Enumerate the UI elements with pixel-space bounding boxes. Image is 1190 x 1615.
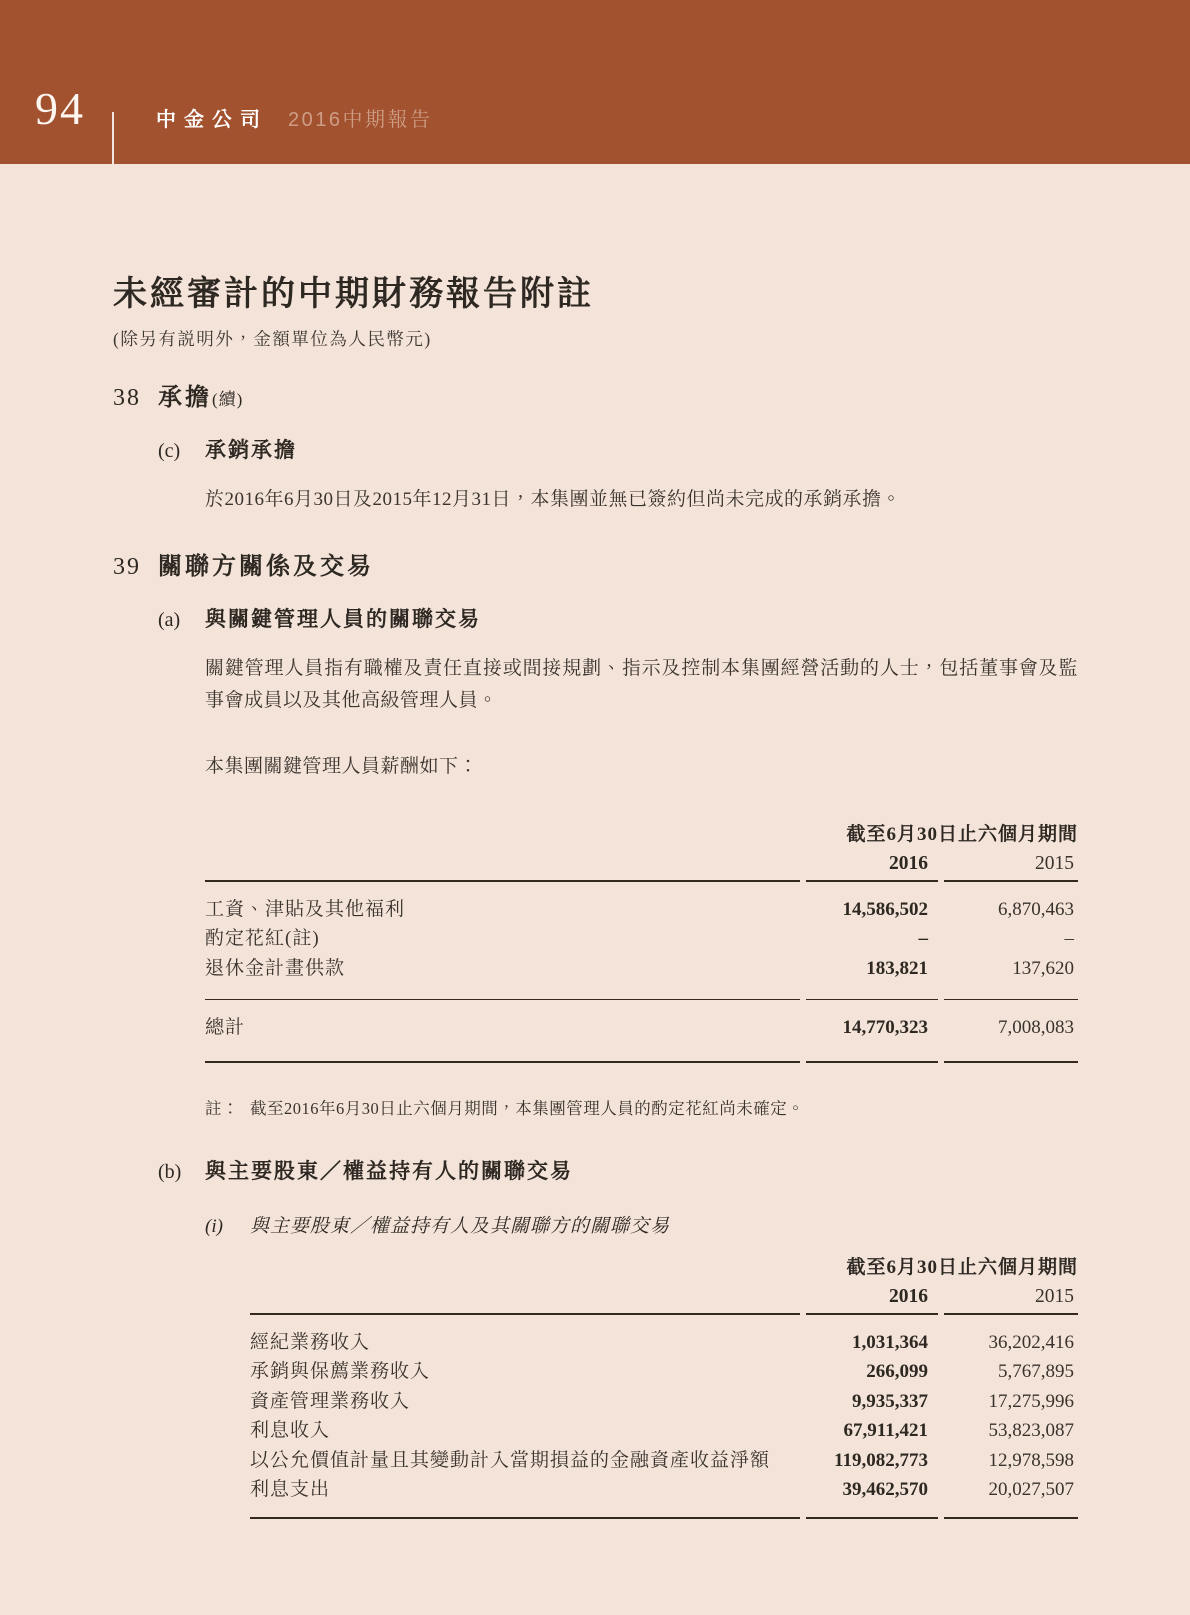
row-label: 利息收入 — [250, 1420, 331, 1441]
section-title: 關聯方關係及交易 — [158, 553, 374, 580]
table-row — [205, 895, 1078, 925]
value-2015: – — [1064, 928, 1074, 949]
table-rule — [250, 1313, 1078, 1315]
value-2016: 14,586,502 — [842, 898, 928, 920]
item-title: 承銷承擔 — [205, 437, 297, 462]
section-continued-label: (續) — [212, 389, 244, 409]
item-marker: (c) — [158, 439, 181, 462]
item-i-heading — [205, 1211, 1078, 1238]
table-rule — [205, 880, 1078, 882]
table-row — [250, 1416, 1078, 1446]
table-row — [250, 1357, 1078, 1387]
paragraph: 本集團關鍵管理人員薪酬如下： — [205, 755, 479, 777]
row-label: 利息支出 — [250, 1479, 331, 1500]
value-2016: 67,911,421 — [843, 1420, 928, 1441]
column-header-2016: 2016 — [889, 1285, 928, 1307]
item-a — [158, 603, 1078, 1119]
value-2015: 137,620 — [1012, 957, 1074, 979]
row-label: 以公允價值計量且其變動計入當期損益的金融資產收益淨額 — [250, 1449, 771, 1471]
item-c — [158, 434, 1078, 516]
value-2015: 36,202,416 — [988, 1331, 1074, 1353]
section-number: 38 — [113, 384, 141, 411]
value-2016: 1,031,364 — [852, 1331, 928, 1353]
item-a-content — [205, 653, 1078, 1119]
column-header-2015: 2015 — [1035, 852, 1074, 874]
table-total-row — [205, 1000, 1078, 1056]
row-label: 經紀業務收入 — [250, 1331, 371, 1353]
company-name: 中金公司 — [156, 109, 268, 131]
table-rule — [250, 1517, 1078, 1519]
value-2015: 5,767,895 — [998, 1361, 1074, 1382]
value-2015: 20,027,507 — [988, 1479, 1074, 1500]
total-value-2016: 14,770,323 — [842, 1017, 928, 1038]
table-row — [205, 924, 1078, 954]
value-2015: 53,823,087 — [988, 1420, 1074, 1441]
note-text: 截至2016年6月30日止六個月期間，本集團管理人員的酌定花紅尚未確定。 — [250, 1098, 805, 1118]
value-2015: 12,978,598 — [988, 1449, 1074, 1471]
report-title: 2016中期報告 — [288, 109, 433, 131]
total-label: 總計 — [205, 1017, 246, 1038]
item-b-heading — [158, 1155, 1078, 1185]
shareholder-transactions-table — [250, 1252, 1078, 1519]
table-row — [205, 954, 1078, 984]
value-2015: 6,870,463 — [998, 898, 1074, 920]
item-i-content — [250, 1252, 1078, 1519]
row-label: 退休金計畫供款 — [205, 957, 346, 979]
page-title: 未經審計的中期財務報告附註 — [113, 276, 594, 313]
table-row — [250, 1387, 1078, 1417]
spacer — [205, 853, 806, 875]
table-rule — [205, 1061, 1078, 1063]
item-a-heading — [158, 603, 1078, 633]
value-2016: 183,821 — [866, 957, 928, 979]
table-row — [250, 1446, 1078, 1476]
table-rule — [205, 999, 1078, 1000]
column-header-2015: 2015 — [1035, 1285, 1074, 1307]
document-body — [0, 274, 1190, 1519]
section-title — [158, 377, 243, 412]
table-period-header: 截至6月30日止六個月期間 — [846, 823, 1078, 845]
section-title-text: 承擔 — [158, 384, 212, 411]
header-divider — [112, 112, 114, 164]
item-b-content — [205, 1211, 1078, 1519]
value-2016: – — [918, 928, 928, 949]
table-rows — [205, 882, 1078, 995]
value-2016: 39,462,570 — [842, 1479, 928, 1500]
table-row — [250, 1328, 1078, 1358]
value-2016: 119,082,773 — [834, 1449, 928, 1471]
page-header-band — [0, 0, 1190, 164]
table-rows — [250, 1315, 1078, 1516]
value-2016: 266,099 — [866, 1361, 928, 1382]
spacer — [250, 1286, 806, 1308]
row-label: 工資、津貼及其他福利 — [205, 898, 406, 920]
item-c-heading — [158, 434, 1078, 464]
row-label: 承銷與保薦業務收入 — [250, 1361, 431, 1382]
item-title: 與關鍵管理人員的關聯交易 — [205, 606, 481, 631]
section-39 — [113, 546, 1078, 1519]
table-year-headers — [205, 853, 1078, 875]
item-b — [158, 1155, 1078, 1519]
header-brand — [156, 106, 433, 134]
paragraph: 關鍵管理人員指有職權及責任直接或間接規劃、指示及控制本集團經營活動的人士，包括董事會及監事會成員以及其他高級管理人員。 — [205, 657, 1078, 711]
item-title: 與主要股東／權益持有人的關聯交易 — [205, 1158, 573, 1183]
section-39-heading — [113, 546, 1078, 581]
item-marker: (b) — [158, 1160, 182, 1183]
note-marker: 註： — [205, 1098, 239, 1118]
value-2015: 17,275,996 — [988, 1390, 1074, 1412]
table-year-headers — [250, 1286, 1078, 1308]
item-title: 與主要股東／權益持有人及其關聯方的關聯交易 — [250, 1215, 671, 1237]
section-38-heading — [113, 377, 1078, 412]
item-marker: (a) — [158, 608, 181, 631]
total-value-2015: 7,008,083 — [998, 1017, 1074, 1038]
paragraph: 於2016年6月30日及2015年12月31日，本集團並無已簽約但尚未完成的承銷承擔。 — [205, 488, 902, 510]
table-note — [205, 1095, 1078, 1119]
page-number: 94 — [35, 83, 85, 134]
column-header-2016: 2016 — [889, 852, 928, 874]
compensation-table — [205, 819, 1078, 1063]
section-number: 39 — [113, 553, 141, 580]
item-c-content — [205, 484, 1078, 516]
table-row — [250, 1475, 1078, 1505]
item-marker: (i) — [205, 1215, 223, 1237]
row-label: 酌定花紅(註) — [205, 928, 320, 949]
row-label: 資產管理業務收入 — [250, 1390, 411, 1412]
section-38 — [113, 377, 1078, 516]
page-subtitle: (除另有説明外，金額單位為人民幣元) — [113, 328, 432, 349]
table-period-header: 截至6月30日止六個月期間 — [846, 1256, 1078, 1278]
value-2016: 9,935,337 — [852, 1390, 928, 1412]
